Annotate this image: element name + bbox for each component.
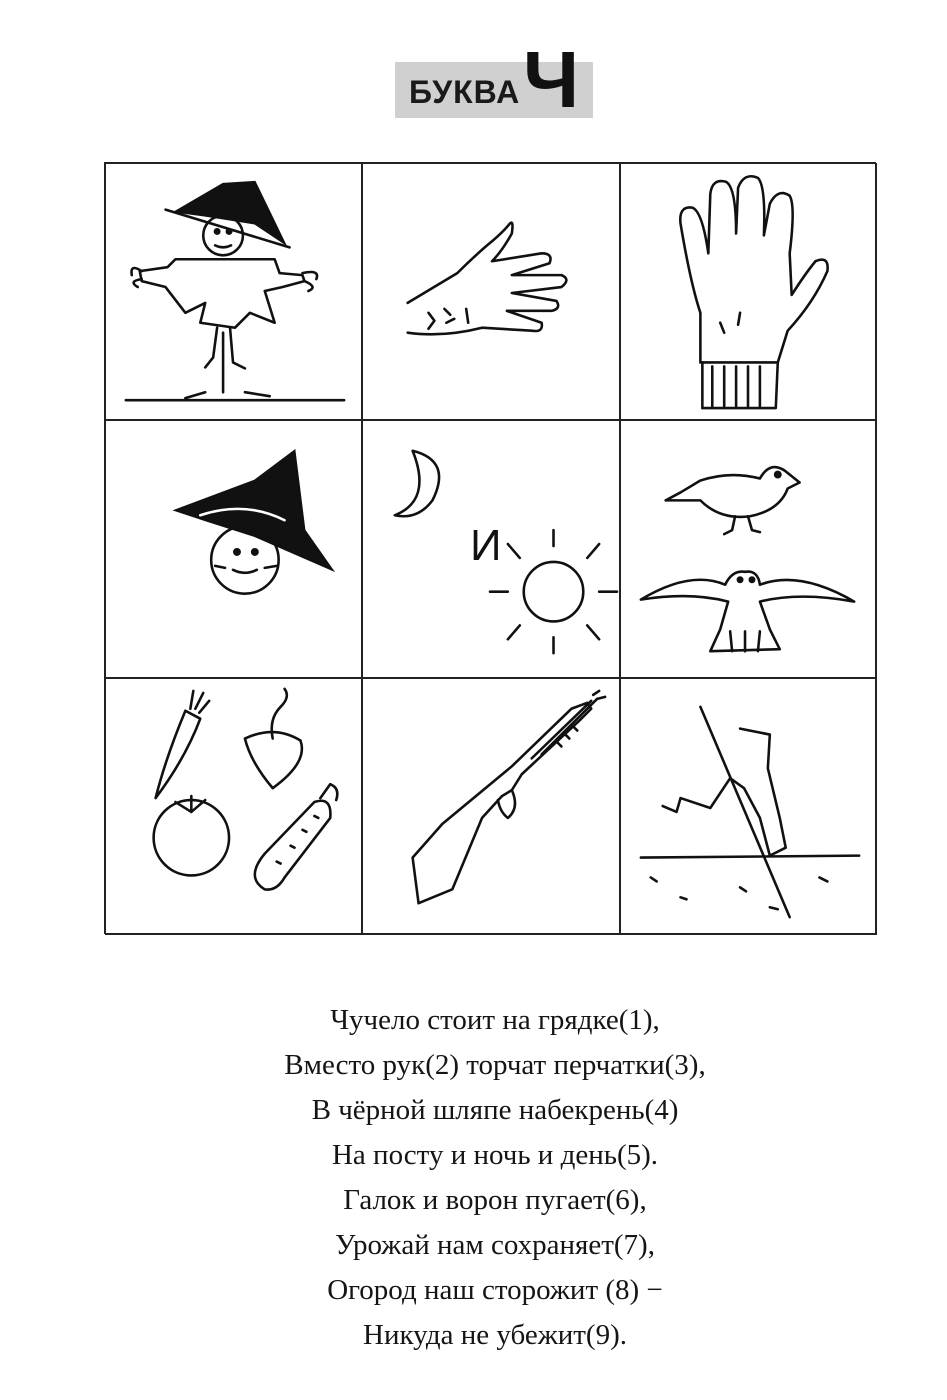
title-letter: Ч xyxy=(523,35,580,124)
poem-line-2: Вместо рук(2) торчат перчатки(3), xyxy=(284,1049,706,1081)
cell-glove xyxy=(620,163,877,420)
cell-rifle xyxy=(362,678,620,935)
title-plate xyxy=(395,35,593,124)
cell-black-hat xyxy=(105,420,362,678)
cell-hand xyxy=(362,163,620,420)
cell-crows xyxy=(620,420,877,678)
picture-grid xyxy=(104,162,876,934)
poem-line-1: Чучело стоит на грядке(1), xyxy=(330,1004,660,1036)
black-hat-icon xyxy=(106,421,361,677)
cell-vegetables xyxy=(105,678,362,935)
cell-running-legs xyxy=(620,678,877,935)
crows-icon xyxy=(621,421,876,677)
cell-scarecrow xyxy=(105,163,362,420)
poem xyxy=(0,998,947,1358)
title-word: БУКВА xyxy=(409,74,521,110)
poem-line-4: На посту и ночь и день(5). xyxy=(331,1139,659,1171)
scarecrow-icon xyxy=(106,164,361,419)
poem-line-6: Урожай нам сохраняет(7), xyxy=(335,1229,655,1261)
cell-moon-and-sun xyxy=(362,420,620,678)
moon-and-sun-icon xyxy=(363,421,619,677)
poem-line-8: Никуда не убежит(9). xyxy=(363,1319,627,1351)
glove-icon xyxy=(621,164,876,419)
hand-icon xyxy=(363,164,619,419)
moon-sun-label: И xyxy=(470,520,502,570)
poem-line-5: Галок и ворон пугает(6), xyxy=(343,1184,647,1216)
poem-line-3: В чёрной шляпе набекрень(4) xyxy=(311,1094,679,1126)
rifle-icon xyxy=(363,679,619,934)
vegetables-icon xyxy=(106,679,361,934)
poem-line-7: Огород наш сторожит (8) − xyxy=(327,1274,663,1306)
running-legs-icon xyxy=(621,679,876,934)
